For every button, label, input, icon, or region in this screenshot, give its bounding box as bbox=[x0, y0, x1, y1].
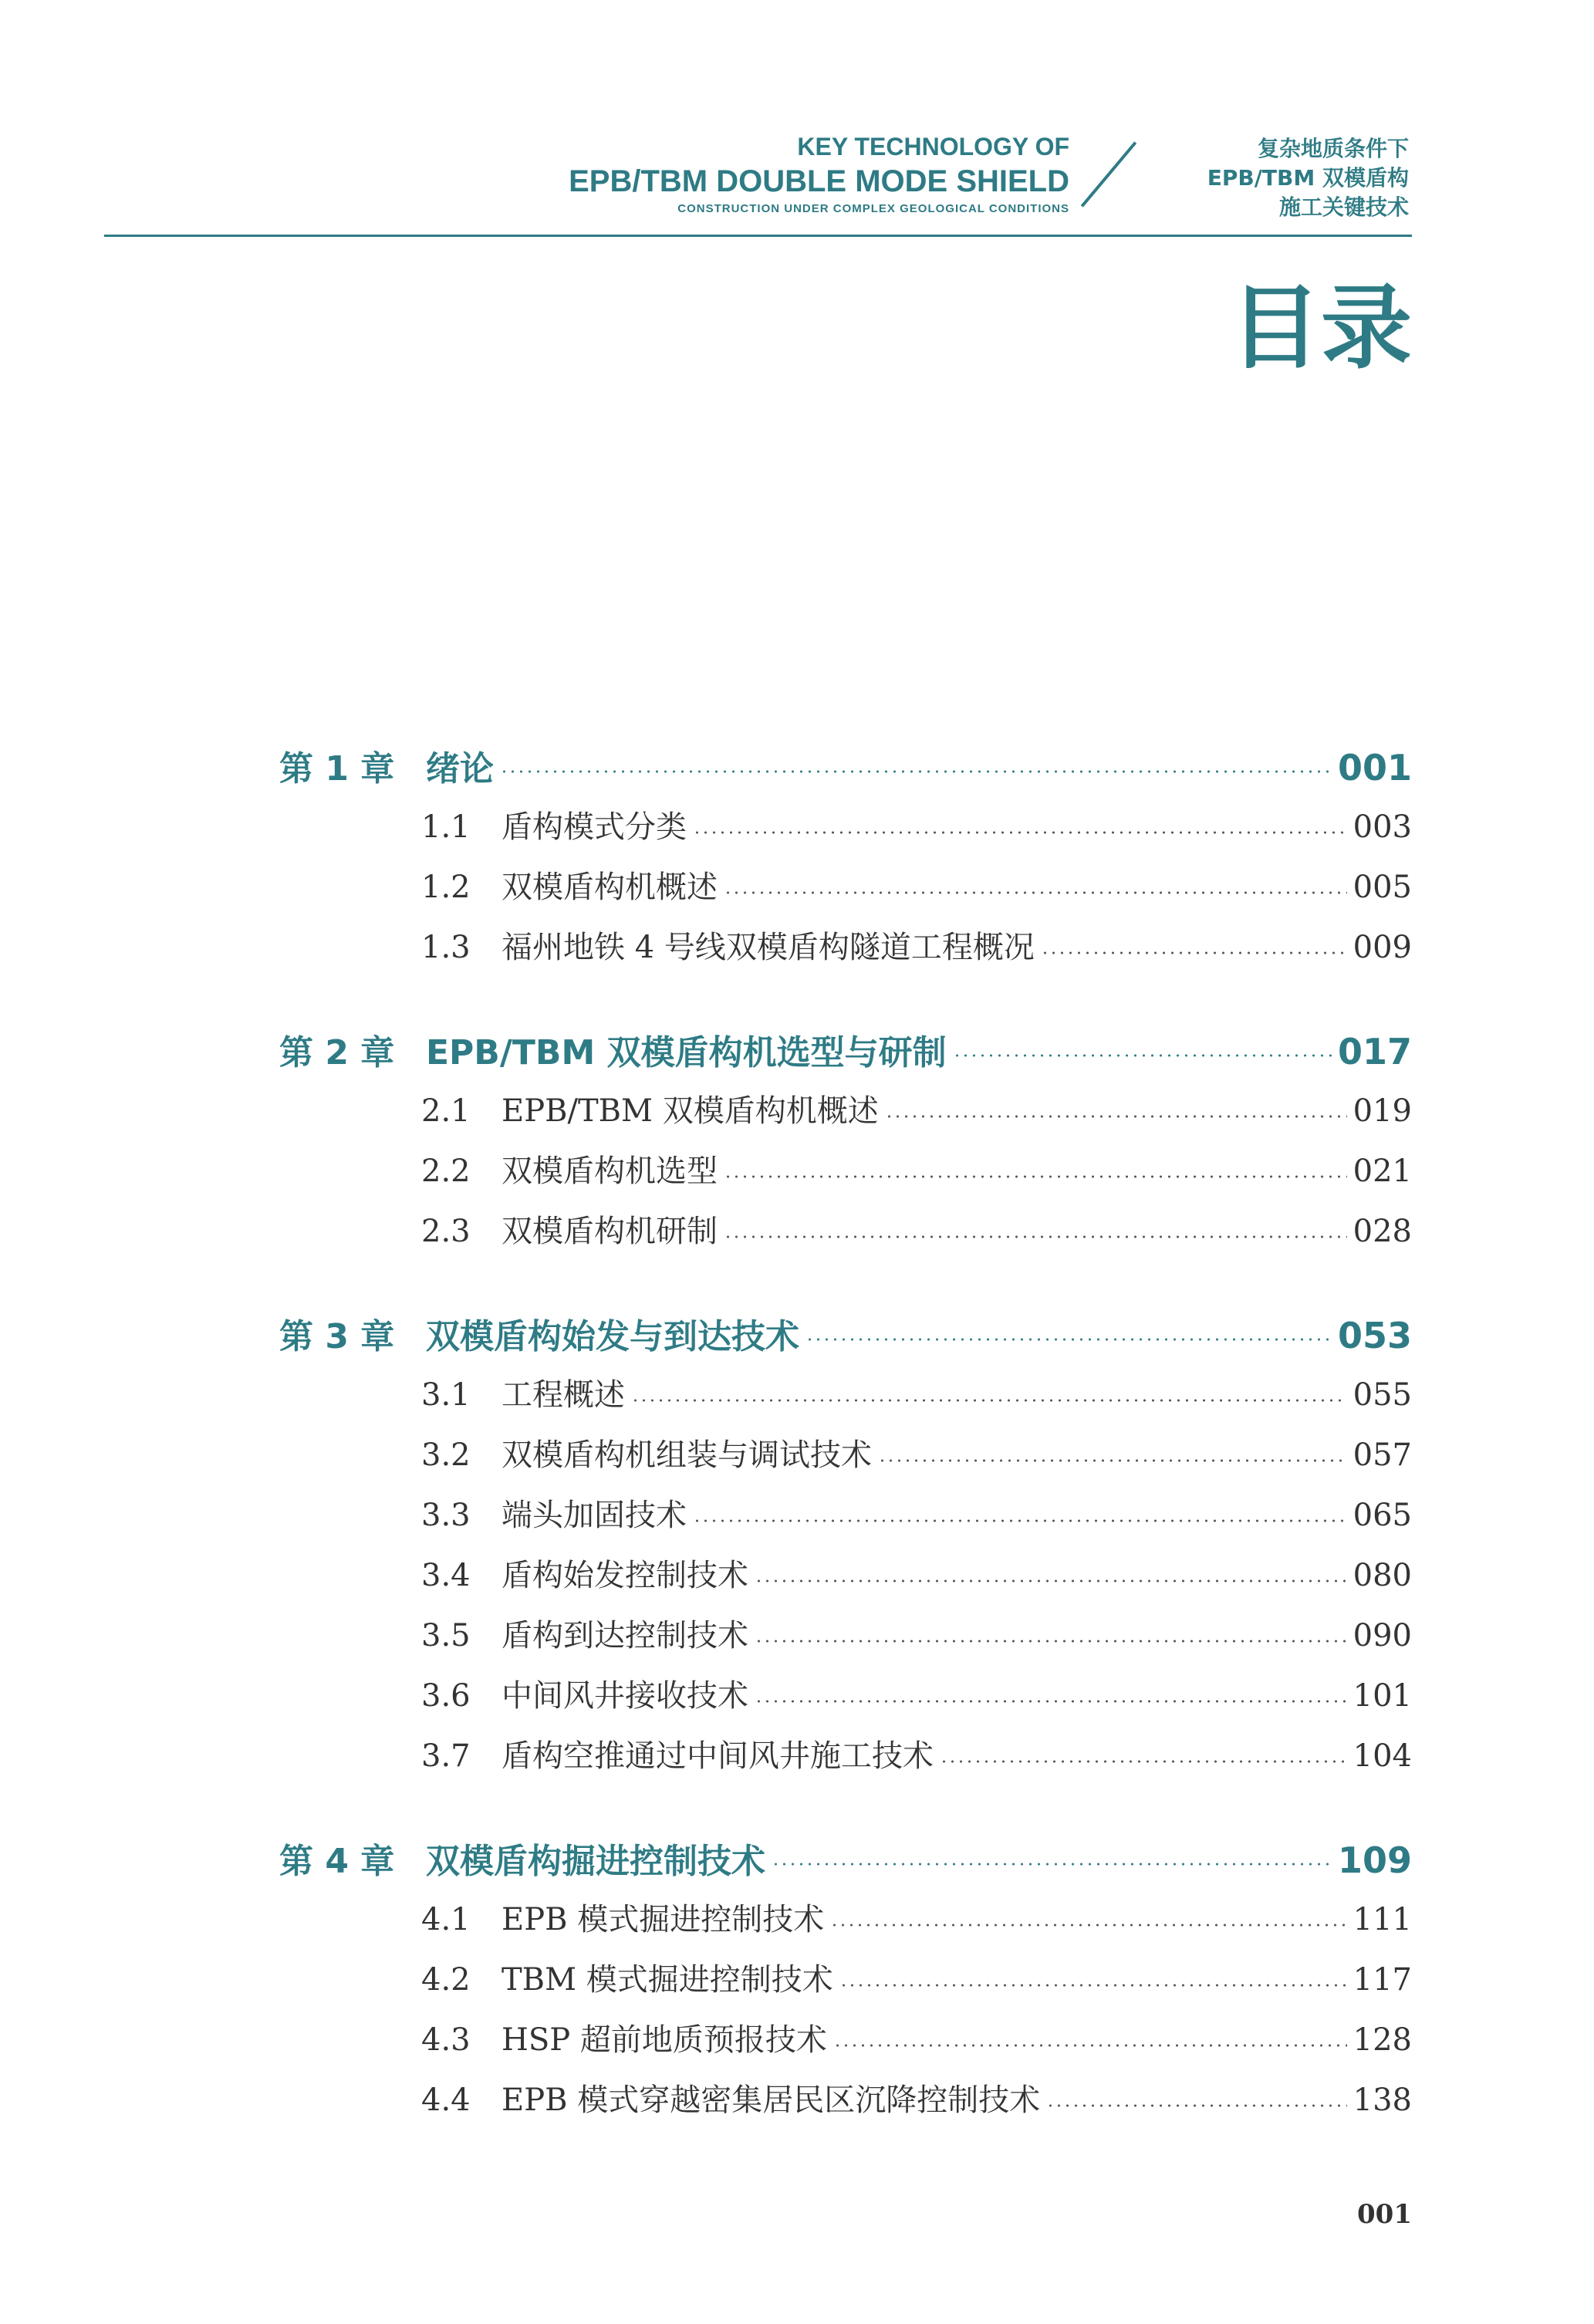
section-number: 3.2 bbox=[421, 1437, 471, 1473]
toc-section-row[interactable] bbox=[279, 1955, 1412, 2015]
dot-leader bbox=[878, 1458, 1347, 1463]
section-number: 4.4 bbox=[421, 2082, 471, 2118]
chapter-number: 第 4 章 bbox=[279, 1842, 395, 1881]
section-page-number: 028 bbox=[1353, 1214, 1412, 1249]
section-number: 1.3 bbox=[421, 930, 471, 965]
section-title: 端头加固技术 bbox=[502, 1498, 687, 1533]
section-number: 2.3 bbox=[421, 1214, 471, 1249]
section-title: 工程概述 bbox=[502, 1377, 625, 1413]
section-title: 双模盾构机研制 bbox=[502, 1214, 718, 1249]
toc-section-row[interactable] bbox=[279, 1551, 1412, 1611]
toc-section-row[interactable] bbox=[279, 1671, 1412, 1731]
dot-leader bbox=[755, 1699, 1347, 1704]
dot-leader bbox=[1041, 951, 1347, 955]
dot-leader bbox=[693, 830, 1347, 835]
header-cn-line3: 施工关键技术 bbox=[1278, 194, 1409, 220]
toc-section-row[interactable] bbox=[279, 1491, 1412, 1551]
section-title: 双模盾构机组装与调试技术 bbox=[502, 1437, 872, 1473]
header-chinese-title bbox=[1207, 134, 1409, 222]
section-page-number: 090 bbox=[1353, 1618, 1412, 1653]
dot-leader bbox=[830, 1923, 1346, 1927]
section-number: 3.5 bbox=[421, 1618, 471, 1653]
section-page-number: 019 bbox=[1353, 1093, 1412, 1129]
section-page-number: 128 bbox=[1353, 2022, 1412, 2058]
toc-section-row[interactable] bbox=[279, 923, 1412, 983]
header-en-line1: KEY TECHNOLOGY OF bbox=[797, 133, 1069, 160]
section-number: 2.1 bbox=[421, 1093, 471, 1129]
toc-section-row[interactable] bbox=[279, 1895, 1412, 1955]
section-title: EPB/TBM 双模盾构机概述 bbox=[502, 1093, 879, 1129]
chapter-title: 绪论 bbox=[426, 749, 494, 789]
section-page-number: 055 bbox=[1353, 1377, 1412, 1413]
chapter-title: 双模盾构掘进控制技术 bbox=[426, 1842, 765, 1881]
section-title: 盾构模式分类 bbox=[502, 809, 687, 845]
section-page-number: 104 bbox=[1353, 1738, 1412, 1774]
toc-section-row[interactable] bbox=[279, 1086, 1412, 1147]
dot-leader bbox=[953, 1053, 1332, 1058]
section-page-number: 138 bbox=[1353, 2082, 1412, 2118]
dot-leader bbox=[724, 890, 1347, 895]
toc-section-row[interactable] bbox=[279, 1731, 1412, 1792]
toc-section-row[interactable] bbox=[279, 1147, 1412, 1207]
section-number: 3.1 bbox=[421, 1377, 471, 1413]
section-title: EPB 模式穿越密集居民区沉降控制技术 bbox=[502, 2082, 1041, 2118]
dot-leader bbox=[724, 1174, 1347, 1179]
dot-leader bbox=[839, 1983, 1347, 1988]
toc-section-row[interactable] bbox=[279, 1611, 1412, 1671]
chapter-number: 第 1 章 bbox=[279, 749, 395, 789]
dot-leader bbox=[885, 1114, 1347, 1119]
section-title: 双模盾构机选型 bbox=[502, 1154, 718, 1189]
section-number: 4.2 bbox=[421, 1962, 471, 1998]
section-number: 3.6 bbox=[421, 1678, 471, 1714]
dot-leader bbox=[772, 1862, 1332, 1866]
section-title: 盾构到达控制技术 bbox=[502, 1618, 748, 1653]
section-page-number: 003 bbox=[1353, 809, 1412, 845]
toc-section-row[interactable] bbox=[279, 863, 1412, 923]
dot-leader bbox=[940, 1759, 1347, 1764]
section-number: 2.2 bbox=[421, 1154, 471, 1189]
section-page-number: 101 bbox=[1353, 1678, 1412, 1714]
section-title: 福州地铁 4 号线双模盾构隧道工程概况 bbox=[502, 930, 1035, 965]
page-number: 001 bbox=[1357, 2199, 1412, 2230]
section-page-number: 065 bbox=[1353, 1498, 1412, 1533]
toc-chapter-row[interactable] bbox=[279, 1833, 1412, 1895]
header-cn-line2: EPB/TBM 双模盾构 bbox=[1207, 165, 1409, 191]
section-number: 3.7 bbox=[421, 1738, 471, 1774]
toc-chapter-row[interactable] bbox=[279, 1309, 1412, 1370]
chapter-number: 第 2 章 bbox=[279, 1033, 395, 1072]
dot-leader bbox=[500, 769, 1332, 774]
section-page-number: 117 bbox=[1353, 1962, 1412, 1998]
section-number: 1.2 bbox=[421, 870, 471, 905]
section-title: EPB 模式掘进控制技术 bbox=[502, 1902, 825, 1937]
dot-leader bbox=[755, 1639, 1347, 1643]
dot-leader bbox=[833, 2043, 1347, 2048]
section-number: 4.3 bbox=[421, 2022, 471, 2058]
section-number: 4.1 bbox=[421, 1902, 471, 1937]
section-page-number: 009 bbox=[1353, 930, 1412, 965]
section-title: 盾构空推通过中间风井施工技术 bbox=[502, 1738, 934, 1774]
chapter-title: 双模盾构始发与到达技术 bbox=[426, 1317, 799, 1356]
header-en-line3: CONSTRUCTION UNDER COMPLEX GEOLOGICAL CONDITIONS bbox=[677, 202, 1069, 215]
section-page-number: 057 bbox=[1353, 1437, 1412, 1473]
header-cn-line1: 复杂地质条件下 bbox=[1257, 136, 1409, 161]
header-english-title bbox=[569, 131, 1069, 218]
dot-leader bbox=[805, 1337, 1332, 1342]
toc-section-row[interactable] bbox=[279, 1431, 1412, 1491]
toc-chapter-row[interactable] bbox=[279, 1025, 1412, 1086]
dot-leader bbox=[693, 1518, 1347, 1523]
chapter-number: 第 3 章 bbox=[279, 1317, 395, 1356]
section-title: TBM 模式掘进控制技术 bbox=[502, 1962, 833, 1998]
section-page-number: 111 bbox=[1353, 1902, 1412, 1937]
section-page-number: 021 bbox=[1353, 1154, 1412, 1189]
section-number: 1.1 bbox=[421, 809, 471, 845]
chapter-page-number: 109 bbox=[1337, 1839, 1412, 1881]
chapter-page-number: 001 bbox=[1337, 747, 1412, 789]
table-of-contents bbox=[279, 741, 1412, 2136]
page-title: 目录 bbox=[1229, 275, 1412, 381]
toc-section-row[interactable] bbox=[279, 2076, 1412, 2136]
dot-leader bbox=[755, 1579, 1347, 1583]
section-page-number: 080 bbox=[1353, 1558, 1412, 1593]
toc-section-row[interactable] bbox=[279, 802, 1412, 863]
header-divider-slash bbox=[1081, 141, 1136, 207]
chapter-page-number: 017 bbox=[1337, 1031, 1412, 1072]
section-number: 3.4 bbox=[421, 1558, 471, 1593]
chapter-page-number: 053 bbox=[1337, 1315, 1412, 1356]
section-title: 盾构始发控制技术 bbox=[502, 1558, 748, 1593]
toc-section-row[interactable] bbox=[279, 2015, 1412, 2076]
dot-leader bbox=[631, 1398, 1347, 1403]
dot-leader bbox=[1046, 2103, 1346, 2108]
dot-leader bbox=[724, 1235, 1347, 1239]
section-page-number: 005 bbox=[1353, 870, 1412, 905]
header-rule bbox=[104, 235, 1412, 237]
header-en-line2: EPB/TBM DOUBLE MODE SHIELD bbox=[569, 164, 1069, 198]
chapter-title: EPB/TBM 双模盾构机选型与研制 bbox=[426, 1033, 947, 1072]
section-title: 双模盾构机概述 bbox=[502, 870, 718, 905]
toc-chapter-row[interactable] bbox=[279, 741, 1412, 802]
section-number: 3.3 bbox=[421, 1498, 471, 1533]
toc-section-row[interactable] bbox=[279, 1207, 1412, 1267]
toc-section-row[interactable] bbox=[279, 1370, 1412, 1431]
section-title: 中间风井接收技术 bbox=[502, 1678, 748, 1714]
section-title: HSP 超前地质预报技术 bbox=[502, 2022, 827, 2058]
